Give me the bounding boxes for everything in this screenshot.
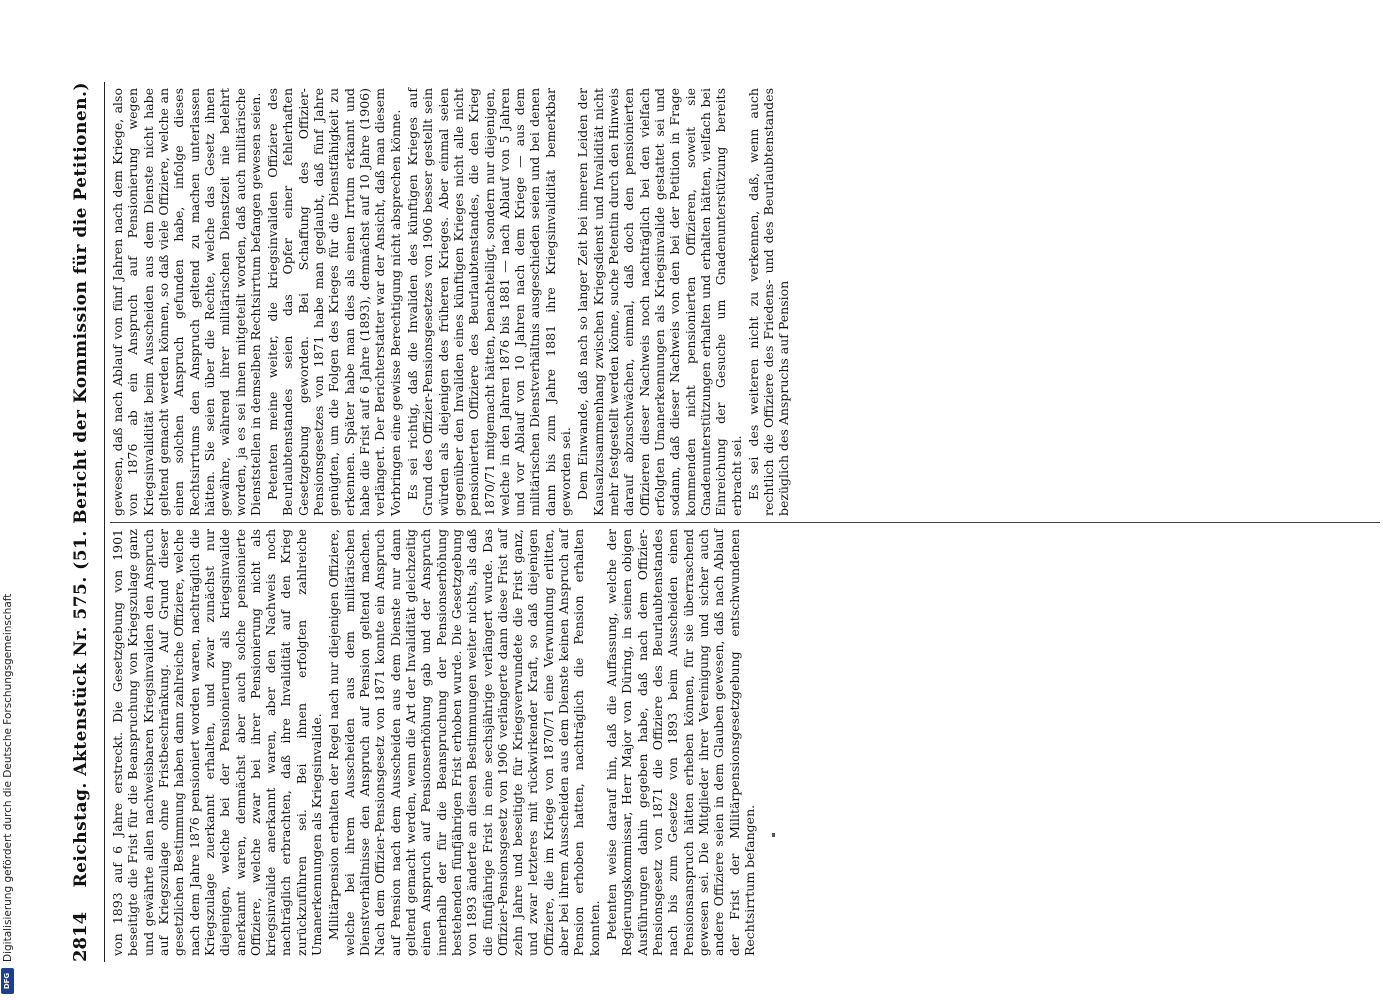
- scanned-page: [70, 82, 1383, 962]
- paragraph: Dem Einwande, daß nach so langer Zeit bei inneren Leiden der Kausalzusammenhang zwischen Kriegsdienst und Invalidität nicht mehr festgestellt werden könne, suche Petentin durch den Hinweis darauf abzuschwächen, einmal, daß doch den pensionierten Offizieren dieser Nachweis noch nachträglich bei den vielfach erfolgten Umanerkennungen als Kriegsinvalide gestattet sei und sodann, daß dieser Nachweis von den bei der Petition in Frage kommenden nicht pensionierten Offizieren, soweit sie Gnadenunterstützungen erhalten und erhalten hätten, vielfach bei Einreichung der Gesuche um Gnadenunterstützung bereits erbracht sei.: [575, 88, 744, 516]
- paragraph: Petenten meine weiter, die kriegsinvaliden Offiziere des Beurlaubtenstandes seien das Opfer einer fehlerhaften Gesetzgebung geworden. Bei Schaffung des Offizier-Pensionsgesetzes von 1871 habe man geglaubt, daß fünf Jahre genügten, um die Folgen des Krieges für die Dienstfähigkeit zu erkennen. Später habe man dies als einen Irrtum erkannt und habe die Frist auf 6 Jahre (1893), demnächst auf 10 Jahre (1906) verlängert. Der Berichterstatter war der Ansicht, daß man diesem Vorbringen eine gewisse Berechtigung nicht absprechen könne.: [265, 88, 403, 516]
- text-columns: [110, 82, 1380, 962]
- running-title: Reichstag. Aktenstück Nr. 575. (51. Bericht der Kommission für die Petitionen.): [71, 82, 91, 888]
- scan-speck: [772, 833, 775, 837]
- paragraph: Militärpension erhalten der Regel nach nur diejenigen Offiziere, welche bei ihrem Ausscheiden aus dem militärischen Dienstverhältnisse den Anspruch auf Pension geltend machen. Nach dem Offizier-Pensionsgesetz von 1871 konnte ein Anspruch auf Pension nach dem Ausscheiden aus dem Dienste nur dann geltend gemacht werden, wenn die Art der Invalidität gleichzeitig einen Anspruch auf Pensionserhöhung gab und der Anspruch innerhalb der für die Beanspruchung der Pensionserhöhung bestehenden fünfjährigen Frist erhoben wurde. Die Gesetzgebung von 1893 änderte an diesen Bestimmungen weiter nichts, als daß die fünfjährige Frist in eine sechsjährige verlängert wurde. Das Offizier-Pensionsgesetz von 1906 verlängerte dann diese Frist auf zehn Jahre und beseitigte für Kriegsverwundete die Frist ganz, und zwar letzteres mit rückwirkender Kraft, so daß diejenigen Offiziere, die im Kriege von 1870/71 eine Verwundung erlitten, aber bei ihrem Ausscheiden aus dem Dienste keinen Anspruch auf Pension erhoben hatten, nachträglich die Pension erhalten konnten.: [326, 529, 602, 956]
- left-column: [110, 522, 1380, 962]
- digitization-sidebar: [0, 0, 16, 1000]
- paragraph: Es sei richtig, daß die Invaliden des künftigen Krieges auf Grund des Offizier-Pensionsgesetzes von 1906 besser gestellt sein würden als diejenigen des früheren Krieges. Aber einmal seien gegenüber den Invaliden eines künftigen Krieges nicht alle nicht pensionierten Offiziere des Beurlaubtenstandes, die den Krieg 1870/71 mitgemacht hätten, benachteiligt, sondern nur diejenigen, welche in den Jahren 1876 bis 1881 — nach Ablauf von 5 Jahren und vor Ablauf von 10 Jahren nach dem Kriege — aus dem militärischen Dienstverhältnis ausgeschieden seien und bei denen dann bis zum Jahre 1881 ihre Kriegsinvalidität bemerkbar geworden sei.: [404, 88, 574, 516]
- dfg-logo: [1, 968, 14, 994]
- dfg-logo-text: DFG: [3, 972, 12, 990]
- paragraph: Petenten weise darauf hin, daß die Auffassung, welche der Regierungskommissar, Herr Major von Düring, in seinen obigen Ausführungen dahin gegeben habe, daß nach dem Offizier-Pensionsgesetz von 1871 die Offiziere des Beurlaubtenstandes nach bis zum Gesetze von 1893 beim Ausscheiden einen Pensionsanspruch hätten erheben können, für sie überraschend gewesen sei. Die Mitglieder ihrer Vereinigung und sicher auch andere Offiziere seien in dem Glauben gewesen, daß nach Ablauf der Frist der Militärpensionsgesetzgebung entschwundenen Rechtsirrtum befangen.: [604, 529, 757, 956]
- paragraph: von 1893 auf 6 Jahre erstreckt. Die Gesetzgebung von 1901 beseitigte die Frist für die Beanspruchung von Kriegszulage ganz und gewährte allen nachweisbaren Kriegsinvaliden den Anspruch auf Kriegszulage ohne Fristbeschränkung. Auf Grund dieser gesetzlichen Bestimmung haben dann zahlreiche Offiziere, welche nach dem Jahre 1876 pensioniert worden waren, nachträglich die Kriegszulage zuerkannt erhalten, und zwar zunächst nur diejenigen, welche bei der Pensionierung als kriegsinvalide anerkannt waren, demnächst aber auch solche pensionierte Offiziere, welche zwar bei ihrer Pensionierung nicht als kriegsinvalide anerkannt waren, aber den Nachweis noch nachträglich erbrachten, daß ihre Invalidität auf den Krieg zurückzuführen sei. Bei ihnen erfolgten zahlreiche Umanerkennungen als Kriegsinvalide.: [110, 529, 325, 956]
- page-number: 2814: [70, 911, 91, 962]
- right-column: [110, 82, 1380, 522]
- page-header: [70, 82, 105, 962]
- paragraph: gewesen, daß nach Ablauf von fünf Jahren nach dem Kriege, also von 1876 ab ein Anspruch auf Pensionierung wegen Kriegsinvalidität beim Ausscheiden aus dem Dienste nicht habe geltend gemacht werden können, so daß viele Offiziere, welche an einen solchen Anspruch gefunden habe, infolge dieses Rechtsirrtums den Anspruch geltend zu machen unterlassen hätten. Sie seien über die Rechte, welche das Gesetz ihnen gewähre, während ihrer militärischen Dienstzeit nie belehrt worden, ja es sei ihnen mitgeteilt worden, daß auch militärische Dienststellen in demselben Rechtsirrtum befangen gewesen seien.: [110, 88, 263, 516]
- digitization-note: Digitalisierung gefördert durch die Deutsche Forschungsgemeinschaft: [2, 593, 14, 962]
- rotated-page-content: [70, 82, 1383, 962]
- paragraph: Es sei des weiteren nicht zu verkennen, daß, wenn auch rechtlich die Offiziere des Friedens- und des Beurlaubtenstandes bezüglich des Anspruchs auf Pension: [745, 88, 792, 516]
